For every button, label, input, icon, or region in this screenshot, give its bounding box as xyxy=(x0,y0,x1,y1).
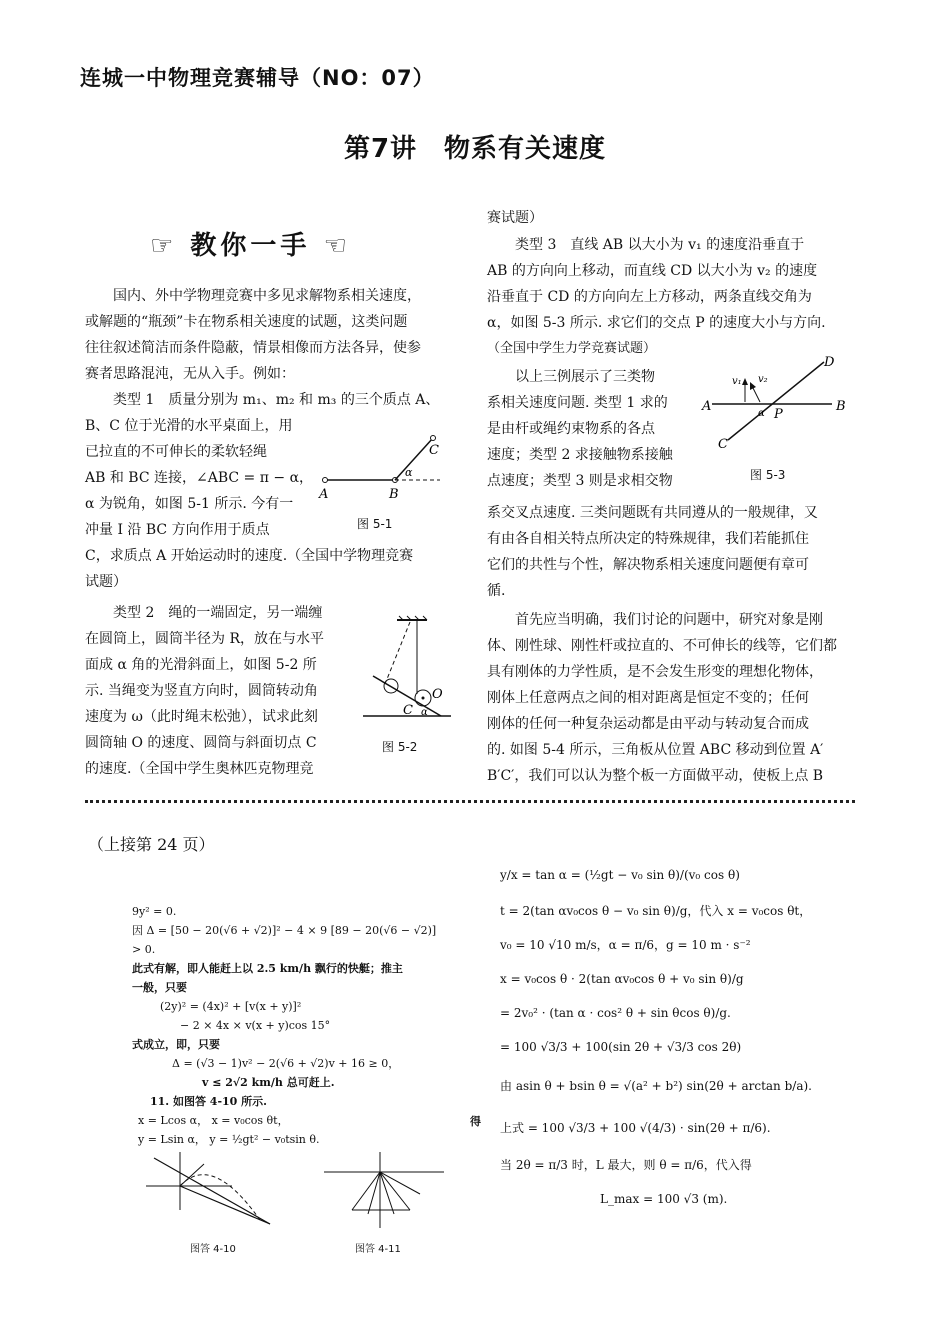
text-line: 有由各自相关特点所决定的特殊规律，我们若能抓住 xyxy=(487,531,809,547)
solution-line: t = 2(tan αv₀cos θ − v₀ sin θ)/g，代入 x = v₀cos θt， xyxy=(500,904,812,918)
de-label: 得 xyxy=(470,1115,481,1128)
text-line: 的. 如图 5-4 所示，三角板从位置 ABC 移动到位置 A′ xyxy=(487,742,824,758)
fig3-caption: 图 5-3 xyxy=(750,468,786,482)
text-line: 以上三例展示了三类物 xyxy=(515,369,655,385)
solution-line: 当 2θ = π/3 时，L 最大，则 θ = π/6，代入得 xyxy=(500,1158,752,1172)
text-line: B′C′，我们可以认为整个板一方面做平动，使板上点 B xyxy=(487,768,824,784)
text-line: 的速度.（全国中学生奥林匹克物理竞 xyxy=(85,761,314,777)
fig1-label-a: A xyxy=(319,487,329,502)
fig2-label-alpha: α xyxy=(421,707,428,718)
section-banner xyxy=(150,225,390,262)
solution-line: > 0. xyxy=(132,943,156,956)
fig2-label-c: C xyxy=(403,703,413,718)
fig3-label-v1: v₁ xyxy=(732,376,742,387)
text-line: α 为锐角，如图 5-1 所示. 今有一 xyxy=(85,496,294,512)
fig2-label-o: O xyxy=(432,687,443,702)
text-line: 已拉直的不可伸长的柔软轻绳 xyxy=(85,444,267,460)
solution-line: v ≤ 2√2 km/h 总可赶上. xyxy=(202,1076,335,1089)
solution-line: y/x = tan α = (½gt − v₀ sin θ)/(v₀ cos θ) xyxy=(500,868,740,882)
text-line: 往往叙述简洁而条件隐蔽，情景相像而方法各异，使参 xyxy=(85,340,421,356)
fig3-label-v2: v₂ xyxy=(758,374,768,385)
solution-line: v₀ = 10 √10 m/s，α = π/6，g = 10 m · s⁻² xyxy=(500,938,751,952)
text-line: 刚体上任意两点之间的相对距离是恒定不变的；任何 xyxy=(487,690,809,706)
solution-line: x = Lcos α， x = v₀cos θt， xyxy=(138,1114,289,1127)
text-line: 它们的共性与个性，解决物系相关速度问题便有章可 xyxy=(487,557,809,573)
text-line: 在圆筒上，圆筒半径为 R，放在与水平 xyxy=(85,631,324,647)
type3-paragraph xyxy=(487,232,857,362)
type2-paragraph xyxy=(85,600,365,782)
text-line: AB 和 BC 连接，∠ABC = π − α， xyxy=(85,470,314,486)
right-cont: 赛试题） xyxy=(487,210,543,226)
fig2-caption: 图 5-2 xyxy=(382,740,418,754)
text-line: 试题） xyxy=(85,574,127,590)
solution-line: − 2 × 4x × v(x + y)cos 15° xyxy=(180,1019,331,1032)
text-line: α，如图 5-3 所示. 求它们的交点 P 的速度大小与方向. xyxy=(487,315,826,331)
pointing-hand-left-icon: ☞ xyxy=(150,231,178,261)
text-line: 类型 3 直线 AB 以大小为 v₁ 的速度沿垂直于 xyxy=(515,237,805,253)
solution-line: 一般，只要 xyxy=(132,981,187,994)
fig411-caption: 图答 4-11 xyxy=(355,1244,401,1255)
solution-line: y = Lsin α， y = ½gt² − v₀tsin θ. xyxy=(138,1133,320,1146)
text-line: 点速度；类型 3 则是求相交物 xyxy=(487,473,673,489)
pointing-hand-right-icon: ☜ xyxy=(323,231,351,261)
section-divider xyxy=(85,800,855,803)
summary-short xyxy=(487,364,697,494)
solution-line: 式成立，即，只要 xyxy=(132,1038,220,1051)
text-line: C，求质点 A 开始运动时的速度.（全国中学物理竞赛 xyxy=(85,548,414,564)
fig3-label-d: D xyxy=(824,355,835,370)
text-line: 面成 α 角的光滑斜面上，如图 5-2 所 xyxy=(85,657,317,673)
fig3-label-b: B xyxy=(836,399,846,414)
text-line: 或解题的“瓶颈”卡在物系相关速度的试题，这类问题 xyxy=(85,314,408,330)
solution-line: 此式有解，即人能赶上以 2.5 km/h 飘行的快艇；推主 xyxy=(132,962,403,975)
lecture-title: 第7讲 物系有关速度 xyxy=(343,134,607,164)
solution-line: = 100 √3/3 + 100(sin 2θ + √3/3 cos 2θ) xyxy=(500,1040,742,1054)
text-line: 冲量 I 沿 BC 方向作用于质点 xyxy=(85,522,270,538)
text-line: 圆筒轴 O 的速度、圆筒与斜面切点 C xyxy=(85,735,317,751)
text-line: 具有刚体的力学性质，是不会发生形变的理想化物体， xyxy=(487,664,823,680)
text-line: 速度；类型 2 求接触物系接触 xyxy=(487,447,673,463)
figure-5-1 xyxy=(315,428,450,508)
solution-line: x = v₀cos θ · 2(tan αv₀cos θ + v₀ sin θ)/g xyxy=(500,972,744,986)
fig3-label-c: C xyxy=(718,437,728,452)
text-line: 国内、外中学物理竞赛中多见求解物系相关速度， xyxy=(113,288,421,304)
banner-text: 教你一手 xyxy=(190,231,311,261)
text-line: 系交叉点速度. 三类问题既有共同遵从的一般规律，又 xyxy=(487,505,818,521)
fig410-caption: 图答 4-10 xyxy=(190,1244,236,1255)
text-line: 赛者思路混沌，无从入手。例如： xyxy=(85,366,295,382)
text-line: （全国中学生力学竞赛试题） xyxy=(487,341,657,356)
fig1-label-b: B xyxy=(389,487,399,502)
text-line: 速度为 ω（此时绳末松弛），试求此刻 xyxy=(85,709,318,725)
text-line: 刚体的任何一种复杂运动都是由平动与转动复合而成 xyxy=(487,716,809,732)
fig3-label-a: A xyxy=(702,399,712,414)
summary-long xyxy=(487,500,857,604)
fig3-label-alpha: α xyxy=(758,408,765,419)
fig3-label-p: P xyxy=(774,407,783,422)
bottom-left-solution xyxy=(132,902,462,1149)
solution-line: Δ = (√3 − 1)v² − 2(√6 + √2)v + 16 ≥ 0， xyxy=(172,1057,400,1070)
solution-line: (2y)² = (4x)² + [v(x + y)]² xyxy=(160,1000,302,1013)
solution-line: 因 Δ = [50 − 20(√6 + √2)]² − 4 × 9 [89 − 20(√6 − √2)] xyxy=(132,924,437,937)
figure-5-2 xyxy=(355,612,455,722)
continued-note: （上接第 24 页） xyxy=(88,835,215,854)
solution-line: L_max = 100 √3 (m). xyxy=(600,1192,728,1206)
text-line: 是由杆或绳约束物系的各点 xyxy=(487,421,655,437)
figure-5-3 xyxy=(700,352,850,462)
solution-line: 11. 如图答 4-10 所示. xyxy=(150,1095,267,1108)
page-header: 连城一中物理竞赛辅导（NO：07） xyxy=(80,66,435,90)
text-line: 系相关速度问题. 类型 1 求的 xyxy=(487,395,668,411)
text-line: 首先应当明确，我们讨论的问题中，研究对象是刚 xyxy=(515,612,823,628)
text-line: 类型 1 质量分别为 m₁、m₂ 和 m₃ 的三个质点 A、 xyxy=(113,392,440,408)
fig1-label-alpha: α xyxy=(405,466,413,479)
text-line: B、C 位于光滑的水平桌面上，用 xyxy=(85,418,293,434)
para2 xyxy=(487,607,857,789)
text-line: 示. 当绳变为竖直方向时，圆筒转动角 xyxy=(85,683,318,699)
solution-line: = 2v₀² · (tan α · cos² θ + sin θcos θ)/g. xyxy=(500,1006,731,1020)
text-line: 循. xyxy=(487,583,506,599)
text-line: 类型 2 绳的一端固定，另一端缠 xyxy=(113,605,323,621)
fig1-label-c: C xyxy=(429,443,439,458)
intro-paragraph xyxy=(85,283,460,387)
solution-line: 上式 = 100 √3/3 + 100 √(4/3) · sin(2θ + π/6). xyxy=(500,1121,771,1135)
text-line: AB 的方向向上移动，而直线 CD 以大小为 v₂ 的速度 xyxy=(487,263,818,279)
solution-line: 9y² = 0. xyxy=(132,905,177,918)
text-line: 体、刚性球、刚性杆或拉直的、不可伸长的线等，它们都 xyxy=(487,638,837,654)
bottom-right-solution xyxy=(500,856,880,1216)
figure-4-10 xyxy=(142,1150,282,1230)
text-line: 沿垂直于 CD 的方向向左上方移动，两条直线交角为 xyxy=(487,289,812,305)
solution-line: 由 asin θ + bsin θ = √(a² + b²) sin(2θ + arctan b/a). xyxy=(500,1079,812,1093)
fig1-caption: 图 5-1 xyxy=(357,517,393,531)
figure-4-11 xyxy=(320,1150,450,1230)
